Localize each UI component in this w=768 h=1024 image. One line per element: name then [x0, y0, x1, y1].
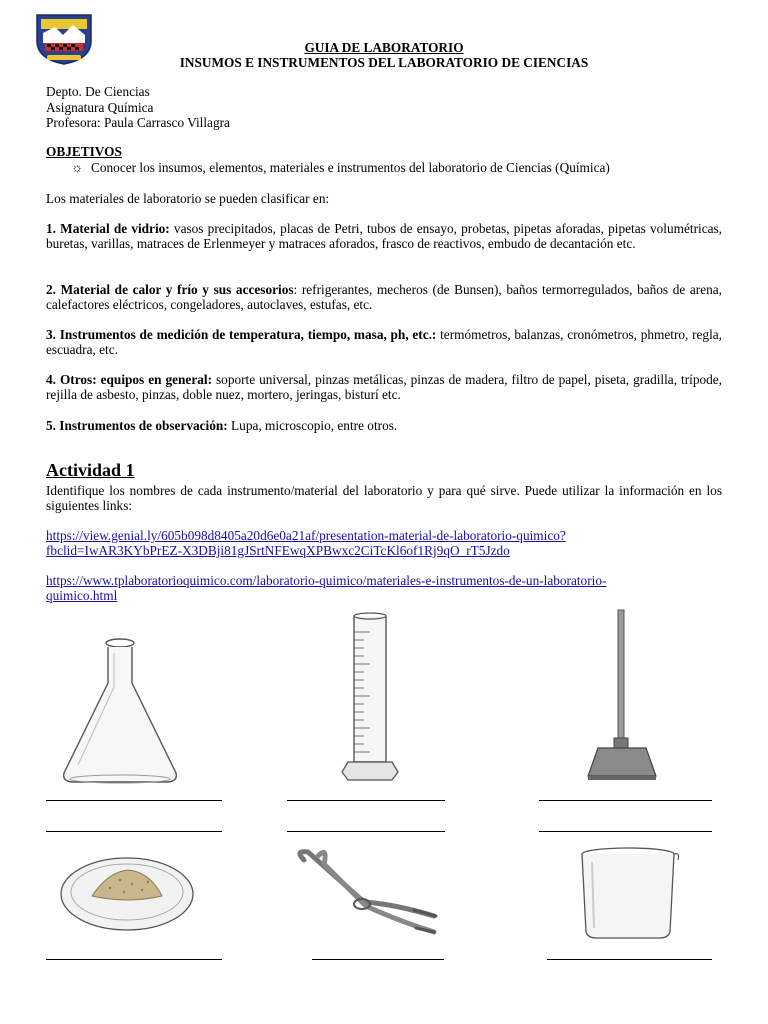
dept-line: Depto. De Ciencias	[46, 84, 150, 99]
category-label: 4. Otros: equipos en general:	[46, 372, 213, 387]
subject-line: Asignatura Química	[46, 100, 154, 115]
answer-line[interactable]	[46, 800, 222, 801]
tplaboratorio-link[interactable]	[46, 573, 606, 603]
category-4	[46, 372, 722, 402]
category-label: 5. Instrumentos de observación:	[46, 418, 228, 433]
beaker-icon	[574, 844, 682, 942]
answer-line[interactable]	[287, 831, 445, 832]
category-5	[46, 418, 722, 433]
activity-instructions: Identifique los nombres de cada instrumento/material del laboratorio y para qué sirve. Puede utilizar la información en los siguientes links:	[46, 483, 722, 513]
category-2	[46, 282, 722, 312]
category-text: soporte universal, pinzas metálicas, pinzas de madera, filtro de papel, piseta, gradilla, trípode, rejilla de asbesto, pinzas, doble nuez, mortero, jeringas, bisturí etc.	[46, 372, 722, 402]
link-line: fbclid=IwAR3KYbPrEZ-X3DBji81gJSrtNFEwqXPBwxc2CiTcKl6of1Rj9qO_rT5Jzdo	[46, 543, 510, 558]
watch-glass-icon	[58, 852, 196, 936]
graduated-cylinder-icon	[340, 612, 400, 784]
answer-line[interactable]	[539, 831, 712, 832]
answer-line[interactable]	[539, 800, 712, 801]
objective-text: Conocer los insumos, elementos, materiales e instrumentos del laboratorio de Ciencias (Química)	[91, 160, 610, 175]
objective-item	[71, 160, 610, 175]
link-line: https://view.genial.ly/605b098d8405a20d6e0a21af/presentation-material-de-laboratorio-quimico?	[46, 528, 566, 543]
link-line: quimico.html	[46, 588, 118, 603]
answer-line[interactable]	[46, 831, 222, 832]
category-text: Lupa, microscopio, entre otros.	[227, 418, 398, 433]
objectives-heading: OBJETIVOS	[46, 144, 122, 159]
activity-title: Actividad 1	[46, 460, 135, 480]
category-text: vasos precipitados, placas de Petri, tubos de ensayo, probetas, pipetas aforadas, pipetas volumétricas, buretas, varillas, matraces de Erlenmeyer y matraces aforados, frasco de reactivos, embudo de decantación etc.	[46, 221, 722, 251]
category-label: 3. Instrumentos de medición de temperatura, tiempo, masa, ph, etc.:	[46, 327, 437, 342]
category-label: 1. Material de vidrio:	[46, 221, 170, 236]
page-title: GUIA DE LABORATORIO	[304, 40, 464, 55]
erlenmeyer-flask-icon	[58, 635, 182, 785]
page-subtitle: INSUMOS E INSTRUMENTOS DEL LABORATORIO DE CIENCIAS	[179, 55, 589, 70]
intro-text: Los materiales de laboratorio se pueden clasificar en:	[46, 191, 330, 206]
link-line: https://www.tplaboratorioquimico.com/laboratorio-quimico/materiales-e-instrumentos-de-un-laboratorio-	[46, 573, 607, 588]
crucible-tongs-icon	[284, 846, 450, 944]
answer-line[interactable]	[312, 959, 444, 960]
teacher-line: Profesora: Paula Carrasco Villagra	[46, 115, 230, 130]
category-text: termómetros, balanzas, cronómetros, phmetro, regla, escuadra, etc.	[46, 327, 722, 357]
answer-line[interactable]	[547, 959, 712, 960]
category-label: 2. Material de calor y frío y sus accesorios	[46, 282, 294, 297]
category-text: : refrigerantes, mecheros (de Bunsen), baños termorregulados, baños de arena, calefactores eléctricos, congeladores, autoclaves, estufas, etc.	[46, 282, 722, 312]
category-1	[46, 221, 722, 251]
bullet-icon: ☼	[71, 160, 84, 175]
universal-stand-icon	[584, 608, 660, 784]
category-3	[46, 327, 722, 357]
answer-line[interactable]	[46, 959, 222, 960]
genially-link[interactable]	[46, 528, 566, 558]
answer-line[interactable]	[287, 800, 445, 801]
